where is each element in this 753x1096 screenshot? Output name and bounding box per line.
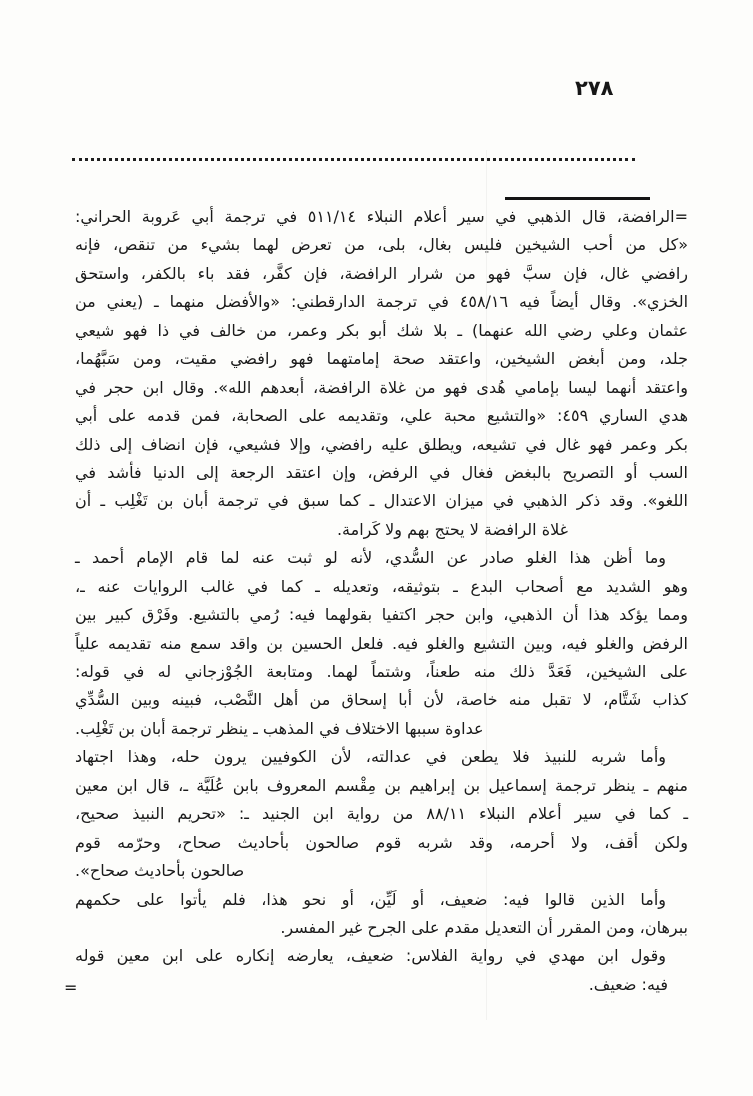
text-line: على الشيخين، فَعَدَّ ذلك منه طعناً، وشتماً لهما. ومتابعة الجُوْزجاني له في قوله: <box>75 662 688 681</box>
dotted-separator <box>72 158 635 161</box>
text-line: ـ كما في سير أعلام النبلاء ٨٨/١١ من رواية ابن الجنيد ـ: «تحريم النبيذ صحيح، <box>75 804 688 824</box>
text-line: كذاب شَتَّام، لا تقبل منه خاصة، لأن أبا إسحاق من أهل النَّصْب، فبينه وبين السُّدِّي <box>75 690 688 710</box>
text-line: =الرافضة، قال الذهبي في سير أعلام النبلاء ٥١١/١٤ في ترجمة أبي عَروبة الحراني: <box>75 207 688 226</box>
text-line: بكر وعمر فهو غال في تشيعه، ويطلق عليه رافضي، وإلا فشيعي، فإن انضاف إلى ذلك <box>75 434 688 454</box>
text-line: هدي الساري ٤٥٩: «والتشيع محبة علي، وتقديمه على الصحابة، فمن قدمه على أبي <box>75 406 688 426</box>
text-line: «كل من أحب الشيخين فليس بغال، بلى، من تعرض لهما بشيء من تنقص، فإنه <box>75 235 688 255</box>
text-line: صالحون بأحاديث صحاح». <box>75 861 245 881</box>
text-line: ولكن أقف، ولا أحرمه، وقد شربه قوم صالحون بأحاديث صحاح، وحرّمه قوم <box>75 832 688 852</box>
text-line: ومما يؤكد هذا أن الذهبي، وابن حجر اكتفيا بقولهما فيه: رُمي بالتشيع. وفَرْق كبير بين <box>75 605 688 625</box>
text-line: السب أو التصريح بالبغض فغال في الرفض، وإن اعتقد الرجعة إلى الدنيا فأشد في <box>75 462 688 482</box>
text-line: الرفض والغلو فيه، وبين التشيع والغلو فيه. فلعل الحسين بن واقد سمع منه تقديمه علياً <box>75 633 688 653</box>
text-line: وأما الذين قالوا فيه: ضعيف، أو لَيِّن، أو نحو هذا، فلم يأتوا على حكمهم <box>75 889 666 909</box>
text-line: وأما شربه للنبيذ فلا يطعن في عدالته، لأن الكوفيين يرون حله، وهذا اجتهاد <box>75 747 666 767</box>
text-line: اللغو». وقد ذكر الذهبي في ميزان الاعتدال ـ كما سبق في ترجمة أبان بن تَغْلِب ـ أن <box>75 491 688 511</box>
text-line: غلاة الرافضة لا يحتج بهم ولا كَرامة. <box>336 519 568 539</box>
text-line: عثمان وعلي رضي الله عنهما) ـ بلا شك أبو بكر وعمر، من خالف في ذا فهو شيعي <box>75 320 688 340</box>
text-line: عداوة سببها الاختلاف في المذهب ـ ينظر ترجمة أبان بن تَغْلِب. <box>75 718 484 738</box>
text-line: وهو الشديد مع أصحاب البدع ـ بتوثيقه، وتعديله ـ كما في غالب الروايات عنه ـ، <box>75 576 688 596</box>
footnote-text <box>75 203 688 999</box>
text-line: جلد، ومن أبغض الشيخين، واعتقد صحة إمامتهما فهو رافضي مقيت، ومن سَبَّهُما، <box>75 349 688 369</box>
text-line: وما أظن هذا الغلو صادر عن السُّدي، لأنه لو ثبت عنه لما قام الإمام أحمد ـ <box>75 548 666 568</box>
footnote-separator-rule <box>505 197 650 200</box>
text-line: وقول ابن مهدي في رواية الفلاس: ضعيف، يعارضه إنكاره على ابن معين قوله <box>75 946 666 966</box>
footnote-continuation-marker: = <box>64 978 78 997</box>
page-number: ٢٧٨ <box>575 76 614 100</box>
text-line: منهم ـ ينظر ترجمة إسماعيل بن إبراهيم بن مِقْسم المعروف بابن عُلَيَّة ـ، قال ابن معين <box>75 775 688 795</box>
text-line: الخزي». وقال أيضاً فيه ٤٥٨/١٦ في ترجمة الدارقطني: «والأفضل منهما ـ (يعني من <box>75 292 689 312</box>
text-line: فيه: ضعيف. <box>588 974 668 994</box>
text-line: ببرهان، ومن المقرر أن التعديل مقدم على الجرح غير المفسر. <box>280 917 688 937</box>
text-line: واعتقد أنهما ليسا بإمامي هُدى فهو من غلاة الرافضة، أبعدهم الله». وقال ابن حجر في <box>75 377 688 397</box>
text-line: رافضي غال، فإن سبَّ فهو من شرار الرافضة، فإن كفَّر، فقد باء بالكفر، واستحق <box>75 263 688 283</box>
